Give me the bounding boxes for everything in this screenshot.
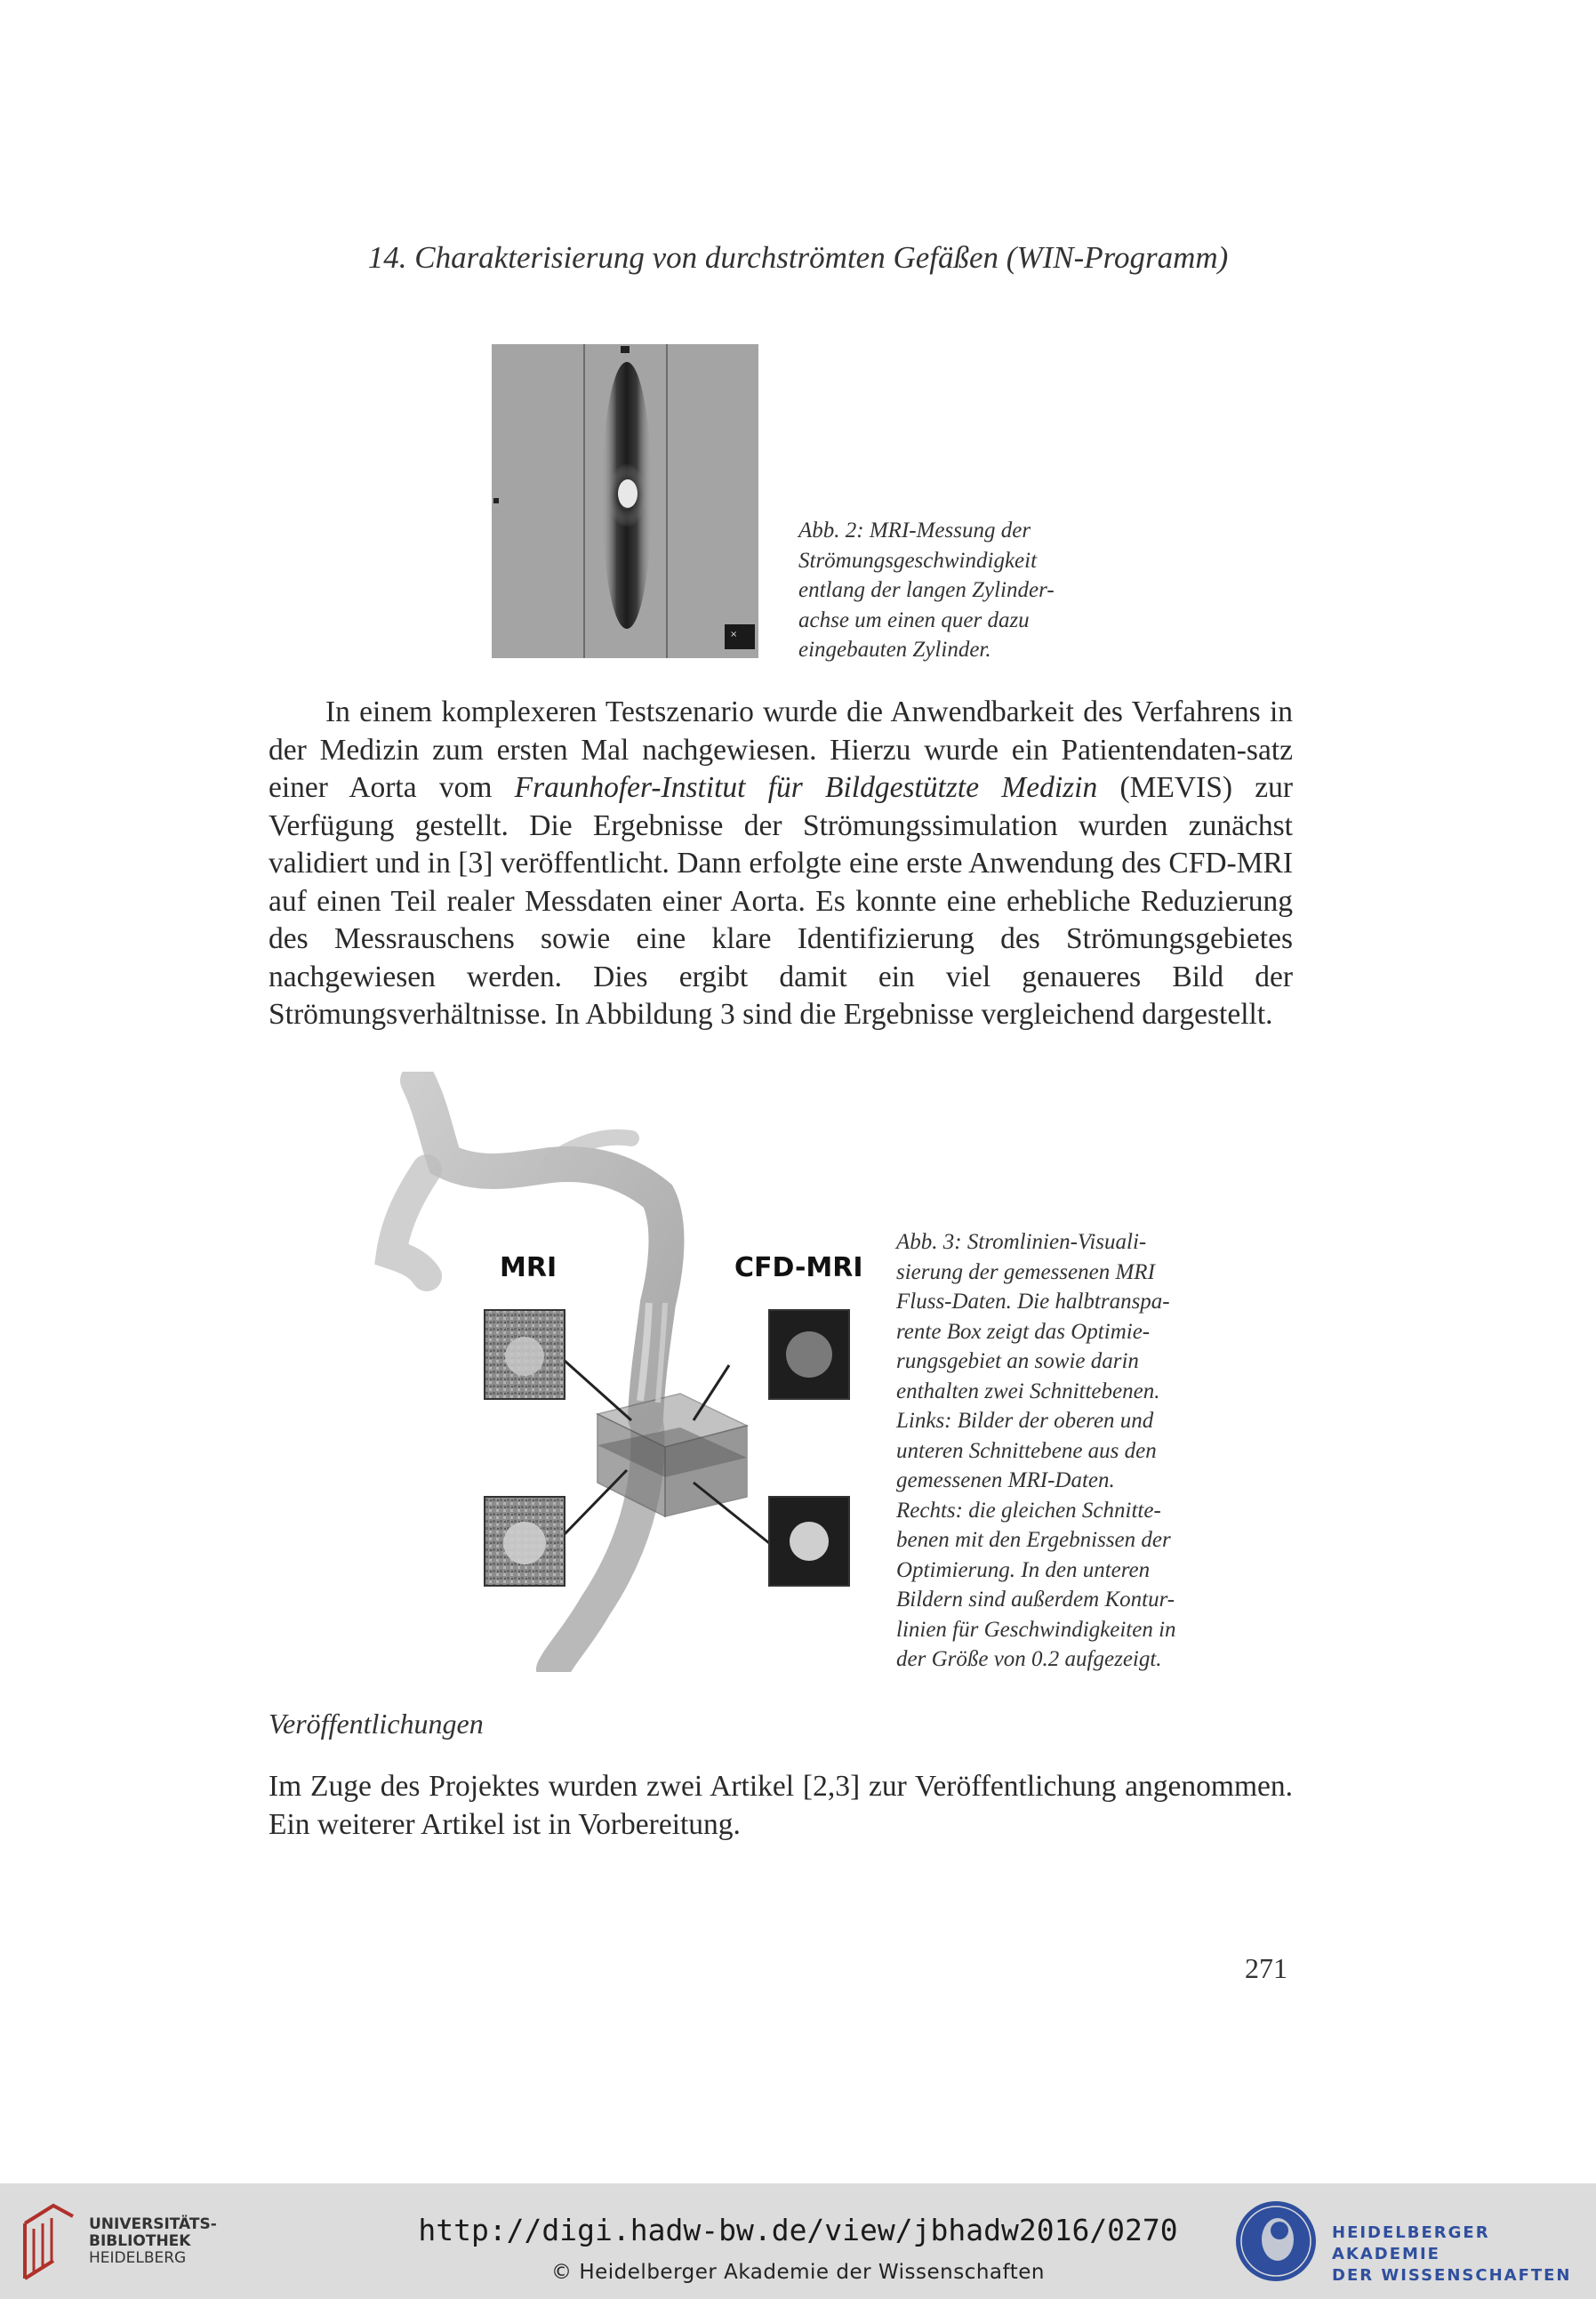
caption-line: rente Box zeigt das Optimie- bbox=[896, 1319, 1151, 1344]
body-text-start: In einem komplexeren Testszenario wurde die Anwendbarkeit des Verfahrens in der Medizin zum ersten Mal nachgewiesen. Hierzu wurde ein Patientendaten-satz einer Aorta vom bbox=[269, 695, 1293, 804]
caption-line: der Größe von 0.2 aufgezeigt. bbox=[896, 1647, 1162, 1671]
hadw-seal-icon bbox=[1231, 2197, 1320, 2286]
running-head: 14. Charakterisierung von durchströmten Gefäßen (WIN-Programm) bbox=[367, 240, 1229, 275]
caption-line: Strömungsgeschwindigkeit bbox=[798, 548, 1038, 573]
ub-line: HEIDELBERG bbox=[89, 2249, 187, 2267]
publications-text: Im Zuge des Projektes wurden zwei Artikel [2,3] zur Veröffentlichung angenommen. Ein weiterer Artikel ist in Vorbereitung. bbox=[269, 1770, 1293, 1841]
caption-line: gemessenen MRI-Daten. bbox=[896, 1468, 1115, 1492]
caption-line: enthalten zwei Schnittebenen. bbox=[896, 1379, 1160, 1403]
section-heading: Veröffentlichungen bbox=[269, 1708, 484, 1740]
figure-2-mri-image bbox=[492, 344, 758, 658]
caption-line: Rechts: die gleichen Schnitte- bbox=[896, 1498, 1161, 1523]
caption-line: Abb. 3: Stromlinien-Visuali- bbox=[896, 1230, 1147, 1254]
caption-line: unteren Schnittebene aus den bbox=[896, 1438, 1157, 1463]
body-paragraph bbox=[269, 694, 1293, 1034]
caption-line: benen mit den Ergebnissen der bbox=[896, 1528, 1171, 1552]
svg-text:×: × bbox=[730, 630, 738, 639]
publications-paragraph bbox=[269, 1768, 1293, 1844]
figure-3-streamline-visualization bbox=[365, 1072, 889, 1672]
caption-line: eingebauten Zylinder. bbox=[798, 638, 991, 662]
ub-line: BIBLIOTHEK bbox=[89, 2232, 191, 2250]
page-number: 271 bbox=[1245, 1952, 1287, 1984]
cfd-mri-label: CFD-MRI bbox=[734, 1252, 863, 1283]
hadw-line: HEIDELBERGER AKADEMIE bbox=[1332, 2223, 1490, 2263]
caption-line: Bildern sind außerdem Kontur- bbox=[896, 1588, 1175, 1612]
caption-line: rungsgebiet an sowie darin bbox=[896, 1349, 1139, 1373]
mri-label: MRI bbox=[500, 1252, 557, 1283]
caption-line: Abb. 2: MRI-Messung der bbox=[798, 518, 1031, 543]
figure-3-caption bbox=[896, 1227, 1199, 1675]
ub-line: UNIVERSITÄTS- bbox=[89, 2215, 217, 2233]
body-text-end: (MEVIS) zur Verfügung gestellt. Die Ergebnisse der Strömungssimulation wurden zunächst validiert und in [3] veröffentlicht. Dann erfolgte eine erste Anwendung des CFD-MRI auf einen Teil realer Messdaten einer Aorta. Es konnte eine erhebliche Reduzierung des Messrauschens sowie eine klare Identifizierung des Strömungsgebietes nachgewiesen werden. Dies ergibt damit ein viel genaueres Bild der Strömungsverhältnisse. In Abbildung 3 sind die Ergebnisse vergleichend dargestellt. bbox=[269, 771, 1293, 1031]
caption-line: achse um einen quer dazu bbox=[798, 607, 1030, 632]
footer-copyright: © Heidelberger Akademie der Wissenschaften bbox=[551, 2261, 1045, 2284]
hadw-logo-text bbox=[1332, 2223, 1596, 2287]
caption-line: Optimierung. In den unteren bbox=[896, 1557, 1151, 1582]
hadw-line: DER WISSENSCHAFTEN bbox=[1332, 2266, 1572, 2285]
footer-url-link[interactable]: http://digi.hadw-bw.de/view/jbhadw2016/0270 bbox=[418, 2213, 1178, 2247]
caption-line: sierung der gemessenen MRI bbox=[896, 1259, 1155, 1284]
caption-line: linien für Geschwindigkeiten in bbox=[896, 1617, 1176, 1642]
caption-line: Links: Bilder der oberen und bbox=[896, 1409, 1154, 1433]
caption-line: entlang der langen Zylinder- bbox=[798, 578, 1055, 602]
figure-2-caption bbox=[798, 516, 1083, 665]
caption-line: Fluss-Daten. Die halbtranspa- bbox=[896, 1290, 1170, 1314]
institute-name: Fraunhofer-Institut für Bildgestützte Medizin bbox=[514, 771, 1098, 804]
